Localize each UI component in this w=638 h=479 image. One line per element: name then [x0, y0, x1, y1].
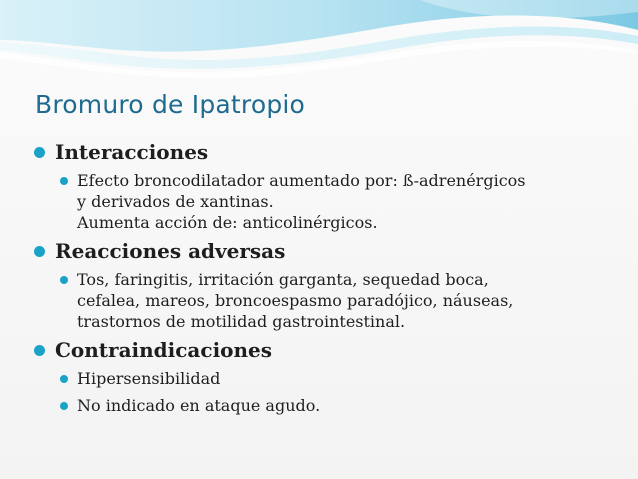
section-heading — [34, 140, 624, 164]
decorative-wave-header — [0, 0, 638, 80]
text-line: Efecto broncodilatador aumentado por: ß-adrenérgicos — [77, 171, 526, 190]
text-line: cefalea, mareos, broncoespasmo paradójico, náuseas, — [77, 291, 514, 310]
text-line: Hipersensibilidad — [77, 369, 221, 388]
bullet-icon — [60, 177, 68, 185]
bullet-icon — [60, 402, 68, 410]
slide-title: Bromuro de Ipatropio — [35, 90, 306, 119]
list-item — [60, 269, 624, 332]
section-heading-text: Contraindicaciones — [55, 338, 273, 362]
text-line: trastornos de motilidad gastrointestinal. — [77, 312, 406, 331]
content-list — [34, 134, 624, 416]
text-line: No indicado en ataque agudo. — [77, 396, 321, 415]
bullet-icon — [34, 246, 45, 257]
text-line: Aumenta acción de: anticolinérgicos. — [77, 213, 378, 232]
list-item-text — [77, 368, 220, 389]
section-heading — [34, 239, 624, 263]
section-heading — [34, 338, 624, 362]
section-heading-text: Interacciones — [55, 140, 209, 164]
list-item-text — [77, 269, 513, 332]
section-heading-text: Reacciones adversas — [55, 239, 286, 263]
list-item-text — [77, 170, 526, 233]
list-item — [60, 395, 624, 416]
bullet-icon — [60, 375, 68, 383]
text-line: Tos, faringitis, irritación garganta, sequedad boca, — [77, 270, 489, 289]
list-item — [60, 170, 624, 233]
list-item — [60, 368, 624, 389]
bullet-icon — [34, 147, 45, 158]
list-item-text — [77, 395, 320, 416]
bullet-icon — [60, 276, 68, 284]
bullet-icon — [34, 345, 45, 356]
text-line: y derivados de xantinas. — [77, 192, 274, 211]
